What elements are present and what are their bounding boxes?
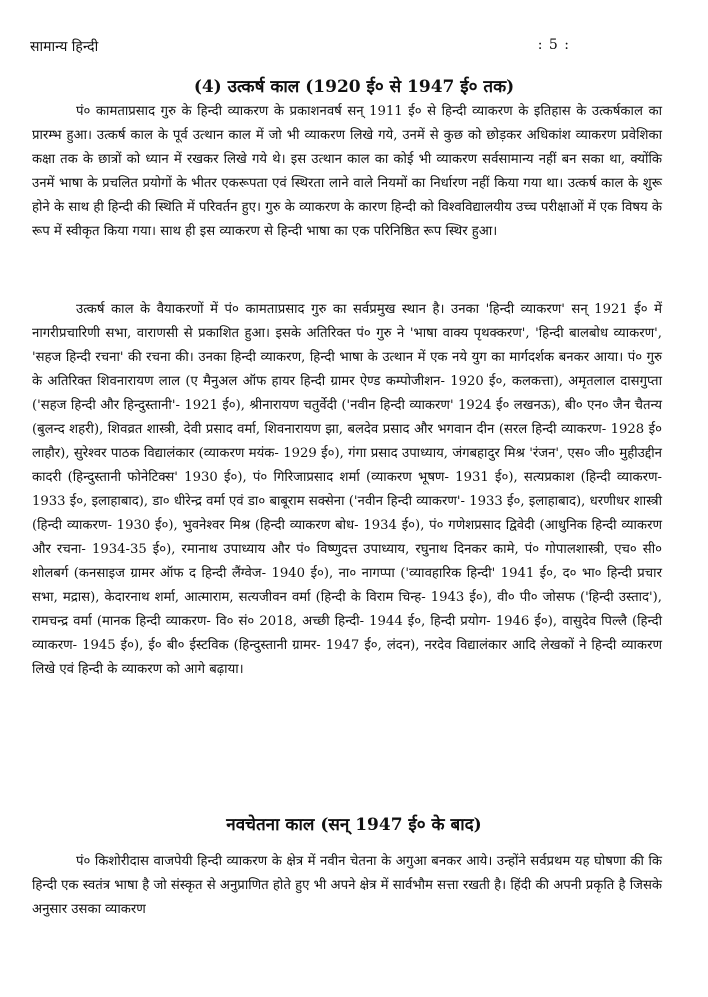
running-header <box>30 37 570 57</box>
section-heading-navchetna-kaal: नवचेतना काल (सन् 1947 ई० के बाद) <box>226 815 482 835</box>
section-heading-utkarsh-kaal: (4) उत्कर्ष काल (1920 ई० से 1947 ई० तक) <box>193 77 515 97</box>
paragraph: उत्कर्ष काल के वैयाकरणों में पं० कामताप्रसाद गुरु का सर्वप्रमुख स्थान है। उनका 'हिन्दी व्याकरण' सन् 1921 ई० में नागरीप्रचारिणी सभा, वाराणसी से प्रकाशित हुआ। इसके अतिरिक्त पं० गुरु ने 'भाषा वाक्य पृथक्करण', 'हिन्दी बालबोध व्याकरण', 'सहज हिन्दी रचना' की रचना की। उनका हिन्दी व्याकरण, हिन्दी भाषा के उत्थान में एक नये युग का मार्गदर्शक बनकर आया। पं० गुरु के अतिरिक्त शिवनारायण लाल (ए मैनुअल ऑफ हायर हिन्दी ग्रामर ऐण्ड कम्पोजीशन- 1920 ई०, कलकत्ता), अमृतलाल दासगुप्ता ('सहज हिन्दी और हिन्दुस्तानी'- 1921 ई०), श्रीनारायण चतुर्वेदी ('नवीन हिन्दी व्याकरण' 1924 ई० लखनऊ), बी० एन० जैन चैतन्य (बुलन्द शहरी), शिवव्रत शास्त्री, देवी प्रसाद वर्मा, शिवनारायण झा, बलदेव प्रसाद और भगवान दीन (सरल हिन्दी व्याकरण- 1928 ई० लाहौर), सुरेश्वर पाठक विद्यालंकार (व्याकरण मयंक- 1929 ई०), गंगा प्रसाद उपाध्याय, जंगबहादुर मिश्र 'रंजन', एस० जी० मुहीउद्दीन कादरी (हिन्दुस्तानी फोनेटिक्स' 1930 ई०), पं० गिरिजाप्रसाद शर्मा (व्याकरण भूषण- 1931 ई०), सत्यप्रकाश (हिन्दी व्याकरण- 1933 ई०, इलाहाबाद), डा० धीरेन्द्र वर्मा एवं डा० बाबूराम सक्सेना ('नवीन हिन्दी व्याकरण'- 1933 ई०, इलाहाबाद), धरणीधर शास्त्री (हिन्दी व्याकरण- 1930 ई०), भुवनेश्वर मिश्र (हिन्दी व्याकरण बोध- 1934 ई०), पं० गणेशप्रसाद द्विवेदी (आधुनिक हिन्दी व्याकरण और रचना- 1934-35 ई०), रमानाथ उपाध्याय और पं० विष्णुदत्त उपाध्याय, रघुनाथ दिनकर कामे, पं० गोपालशास्त्री, एच० सी० शोलबर्ग (कनसाइज ग्रामर ऑफ द हिन्दी लैंग्वेज- 1940 ई०), ना० नागप्पा ('व्यावहारिक हिन्दी' 1941 ई०, द० भा० हिन्दी प्रचार सभा, मद्रास), केदारनाथ शर्मा, आत्माराम, सत्यजीवन वर्मा (हिन्दी के विराम चिन्ह- 1943 ई०), वी० पी० जोसफ ('हिन्दी उस्ताद'), रामचन्द्र वर्मा (मानक हिन्दी व्याकरण- वि० सं० 2018, अच्छी हिन्दी- 1944 ई०, हिन्दी प्रयोग- 1946 ई०), वासुदेव पिल्लै (हिन्दी व्याकरण- 1945 ई०), ई० बी० ईस्टविक (हिन्दुस्तानी ग्रामर- 1947 ई०, लंदन), नरदेव विद्यालंकार आदि लेखकों ने हिन्दी व्याकरण लिखे एवं हिन्दी के व्याकरण को आगे बढ़ाया। <box>32 302 662 677</box>
paragraph: पं० किशोरीदास वाजपेयी हिन्दी व्याकरण के क्षेत्र में नवीन चेतना के अगुआ बनकर आये। उन्होंने सर्वप्रथम यह घोषणा की कि हिन्दी एक स्वतंत्र भाषा है जो संस्कृत से अनुप्राणित होते हुए भी अपने क्षेत्र में सार्वभौम सत्ता रखती है। हिंदी की अपनी प्रकृति है जिसके अनुसार उसका व्याकरण <box>32 854 662 917</box>
paragraph: पं० कामताप्रसाद गुरु के हिन्दी व्याकरण के प्रकाशनवर्ष सन् 1911 ई० से हिन्दी व्याकरण के इतिहास के उत्कर्षकाल का प्रारम्भ हुआ। उत्कर्ष काल के पूर्व उत्थान काल में जो भी व्याकरण लिखे गये, उनमें से कुछ को छोड़कर अधिकांश व्याकरण प्रवेशिका कक्षा तक के छात्रों को ध्यान में रखकर लिखे गये थे। इस उत्थान काल का कोई भी व्याकरण सर्वसामान्य नहीं बन सका था, क्योंकि उनमें भाषा के प्रचलित प्रयोगों के भीतर एकरूपता एवं स्थिरता लाने वाले नियमों का निर्धारण नहीं किया गया था। उत्कर्ष काल के शुरू होने के साथ ही हिन्दी की स्थिति में परिवर्तन हुए। गुरु के व्याकरण के कारण हिन्दी को विश्वविद्यालयीय उच्च परीक्षाओं में एक विषय के रूप में स्वीकृत किया गया। साथ ही इस व्याकरण से हिन्दी भाषा का एक परिनिष्ठित रूप स्थिर हुआ। <box>32 104 662 239</box>
book-title: सामान्य हिन्दी <box>30 39 99 55</box>
page-number: : 5 : <box>537 37 570 53</box>
